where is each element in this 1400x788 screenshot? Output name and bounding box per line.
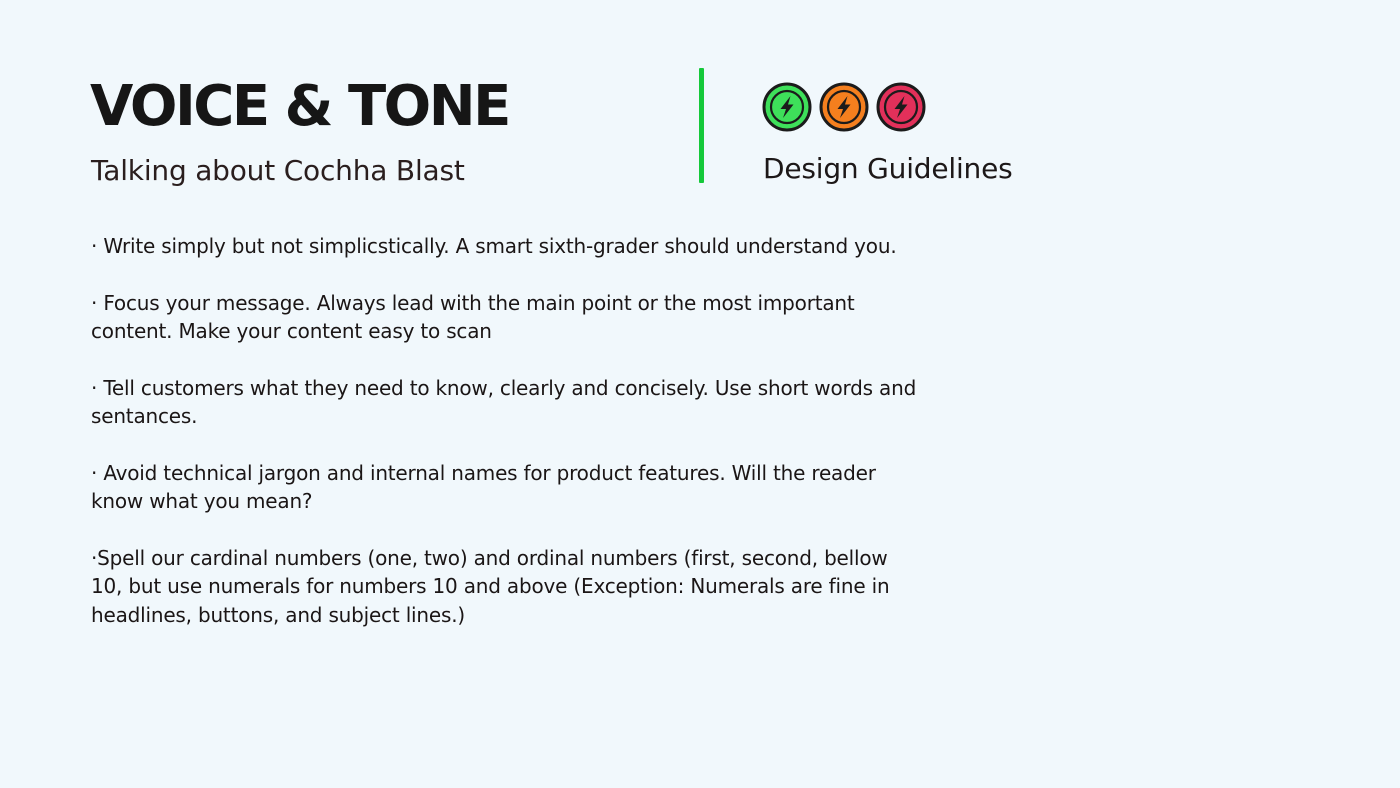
list-item: · Write simply but not simplicstically. A smart sixth-grader should understand you. <box>91 234 897 258</box>
vertical-divider <box>699 68 704 183</box>
list-item: · Tell customers what they need to know, clearly and concisely. Use short words and sentances. <box>91 375 917 428</box>
lightning-bolt-icon <box>762 82 812 132</box>
guideline-list <box>91 232 921 657</box>
page-subtitle: Talking about Cochha Blast <box>91 154 465 187</box>
list-item: · Avoid technical jargon and internal names for product features. Will the reader know what you mean? <box>91 460 876 513</box>
page-title: VOICE & TONE <box>90 74 509 139</box>
list-item: · Focus your message. Always lead with the main point or the most important content. Make your content easy to scan <box>91 290 855 343</box>
brand-badges <box>762 82 926 132</box>
section-label: Design Guidelines <box>763 152 1013 185</box>
lightning-bolt-icon <box>819 82 869 132</box>
lightning-bolt-icon <box>876 82 926 132</box>
list-item: ·Spell our cardinal numbers (one, two) and ordinal numbers (first, second, bellow 10, but use numerals for numbers 10 and above (Exception: Numerals are fine in headlines, buttons, and subject lines.) <box>91 545 890 627</box>
